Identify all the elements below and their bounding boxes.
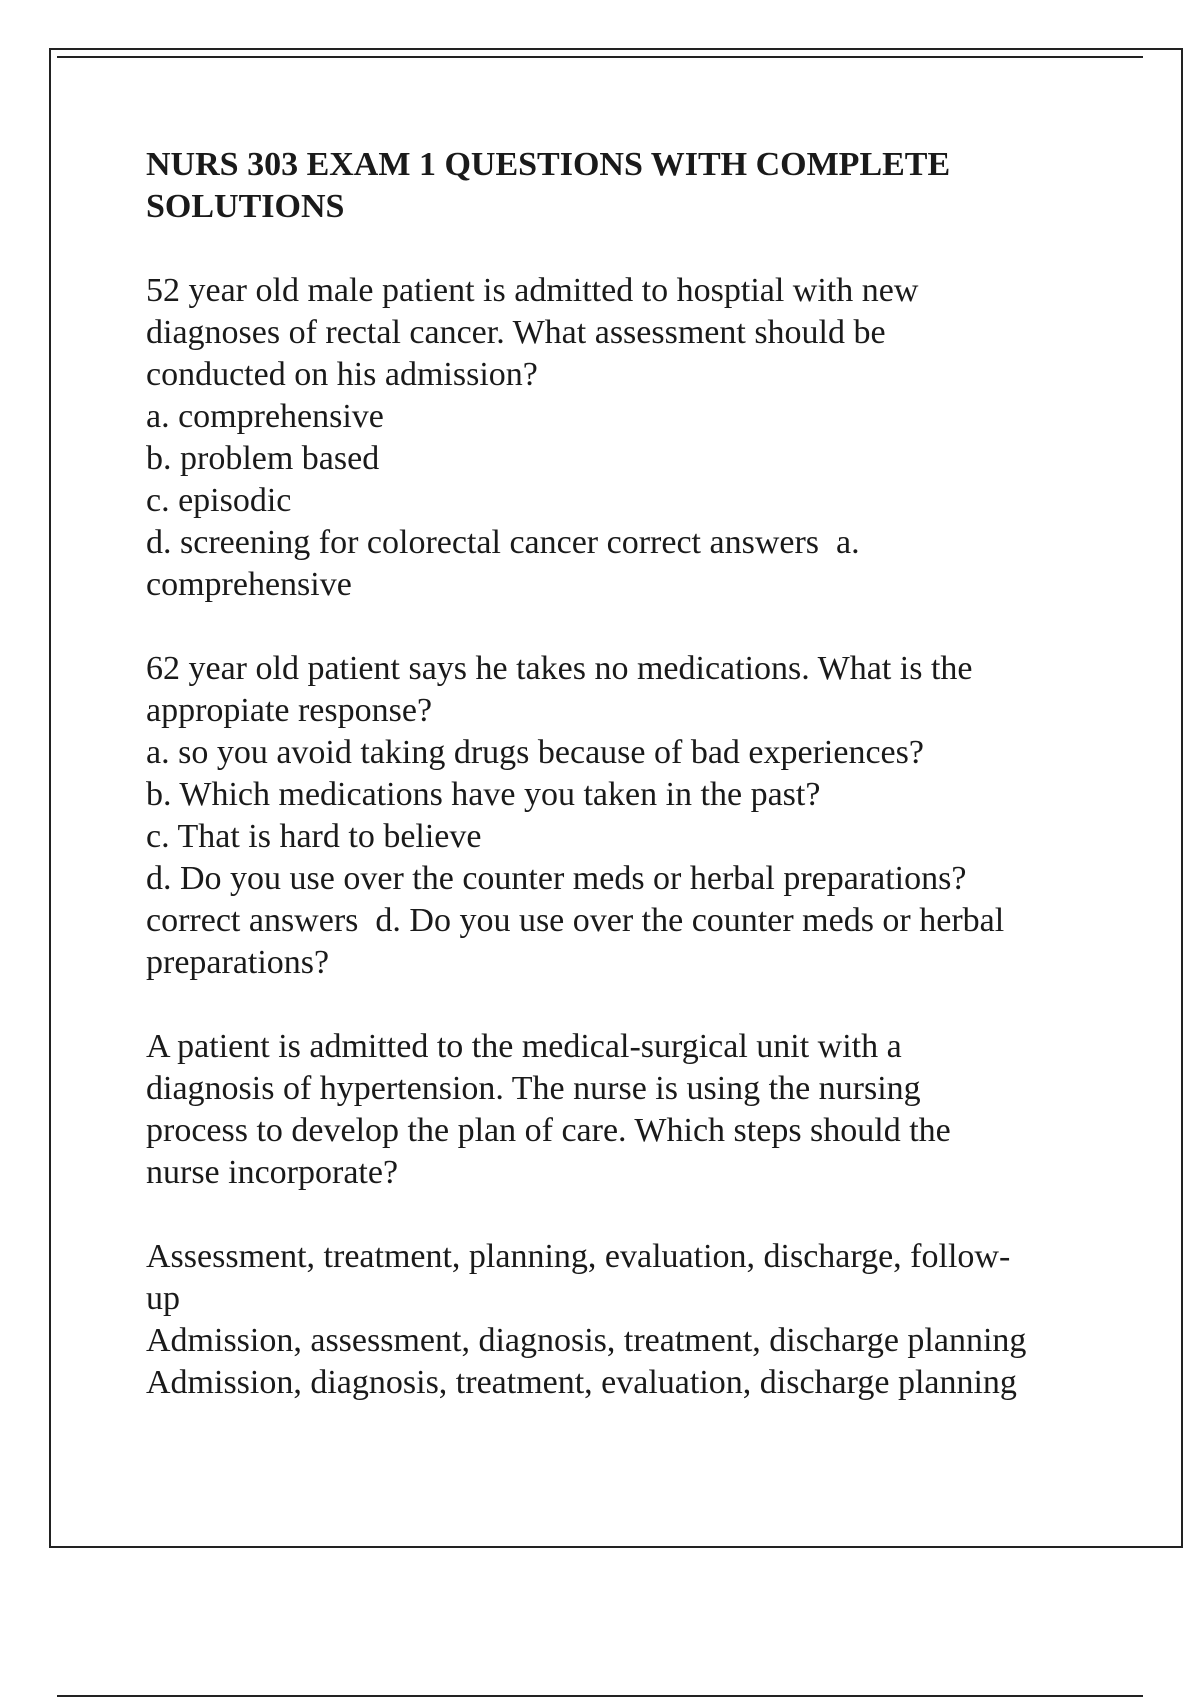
answer-option: Admission, assessment, diagnosis, treatment, discharge planning (146, 1322, 1027, 1359)
question-text: appropiate response? (146, 692, 433, 729)
question-text: process to develop the plan of care. Which steps should the (146, 1112, 951, 1149)
answer-option: d. Do you use over the counter meds or herbal preparations? (146, 860, 967, 897)
answer-options-block (146, 1236, 1106, 1404)
question-text: conducted on his admission? (146, 356, 538, 393)
title-line: NURS 303 EXAM 1 QUESTIONS WITH COMPLETE (146, 146, 951, 183)
answer-option: c. That is hard to believe (146, 818, 482, 855)
answer-option: d. screening for colorectal cancer correct answers a. (146, 524, 860, 561)
question-text: diagnoses of rectal cancer. What assessment should be (146, 314, 886, 351)
question-block-3 (146, 1026, 1106, 1194)
correct-answer: preparations? (146, 944, 330, 981)
title-line: SOLUTIONS (146, 188, 345, 225)
question-text: 62 year old patient says he takes no medications. What is the (146, 650, 973, 687)
answer-option: Admission, diagnosis, treatment, evaluation, discharge planning (146, 1364, 1017, 1401)
correct-answer: comprehensive (146, 566, 352, 603)
header-rule (57, 56, 1143, 58)
question-text: diagnosis of hypertension. The nurse is using the nursing (146, 1070, 921, 1107)
question-text: 52 year old male patient is admitted to hosptial with new (146, 272, 919, 309)
document-title (146, 144, 1106, 228)
question-block-1 (146, 270, 1106, 606)
question-text: A patient is admitted to the medical-surgical unit with a (146, 1028, 902, 1065)
correct-answer: correct answers d. Do you use over the counter meds or herbal (146, 902, 1005, 939)
answer-option: Assessment, treatment, planning, evaluation, discharge, follow- (146, 1238, 1011, 1275)
answer-option: b. problem based (146, 440, 380, 477)
answer-option: a. comprehensive (146, 398, 384, 435)
answer-option: a. so you avoid taking drugs because of bad experiences? (146, 734, 924, 771)
answer-option: b. Which medications have you taken in the past? (146, 776, 821, 813)
answer-option: c. episodic (146, 482, 292, 519)
question-text: nurse incorporate? (146, 1154, 399, 1191)
footer-rule (57, 1695, 1143, 1697)
answer-option: up (146, 1280, 180, 1317)
document-body (146, 144, 1106, 1446)
question-block-2 (146, 648, 1106, 984)
